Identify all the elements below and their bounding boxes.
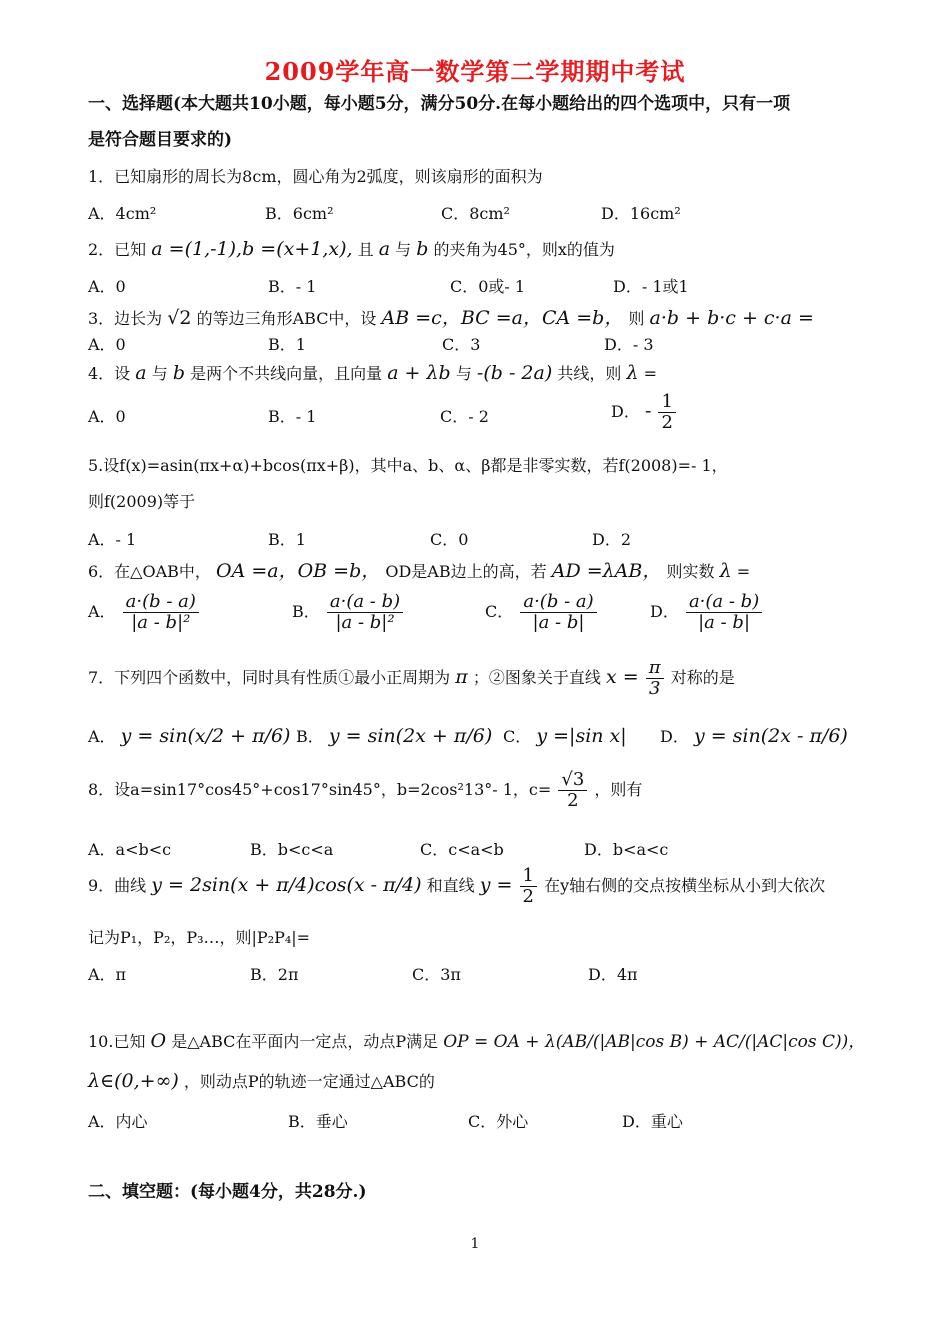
q9-option-b: B．2π — [250, 965, 299, 984]
q10-stem-cont — [88, 1070, 435, 1093]
q1-stem: 1．已知扇形的周长为8cm，圆心角为2弧度，则该扇形的面积为 — [88, 167, 543, 186]
q7-text: 对称的是 — [670, 667, 735, 687]
section1-header: 一、选择题(本大题共10小题，每小题5分，满分50分.在每小题给出的四个选项中，只有一项 — [88, 94, 791, 114]
fraction-numerator: a·(b - a) — [520, 592, 596, 613]
q5-option-b: B．1 — [268, 530, 306, 549]
q4-option-c: C．- 2 — [440, 407, 489, 426]
q9-line-eq: y = — [479, 873, 513, 896]
q2-text: 且 — [357, 240, 374, 259]
q2-vector-b: b — [416, 238, 429, 260]
q7-option-b — [296, 725, 492, 748]
q3-expression: a·b + b·c + c·a = — [649, 307, 814, 329]
q8-option-b: B．b<c<a — [250, 840, 334, 859]
q4-expr1: a + λb — [387, 362, 451, 384]
q8-option-c: C．c<a<b — [420, 840, 504, 859]
q9-option-c: C．3π — [412, 965, 461, 984]
fraction-denominator: 2 — [522, 885, 534, 907]
q4-vector-a: a — [135, 362, 147, 384]
q6-text: OD是AB边上的高，若 — [385, 562, 547, 581]
q4-text: 与 — [151, 364, 168, 383]
q8-text: ，则有 — [594, 779, 643, 799]
q3-text: 3．边长为 — [88, 309, 163, 328]
q2-stem — [88, 238, 615, 261]
q6-lambda: λ — [719, 560, 732, 582]
q7-text: ；②图象关于直线 — [472, 667, 601, 687]
q10-option-d: D．重心 — [622, 1112, 683, 1131]
q7-option-b-label: B． — [296, 727, 324, 746]
q10-text: 10.已知 — [88, 1032, 146, 1051]
q6-option-d-fraction — [686, 592, 762, 633]
q7-option-d-expr: y = sin(2x - π/6) — [693, 725, 848, 747]
q2-option-c: C．0或- 1 — [450, 277, 526, 296]
q5-option-c: C．0 — [430, 530, 469, 549]
q7-option-a-label: A． — [88, 727, 116, 746]
fraction-denominator: 2 — [567, 789, 579, 811]
q8-fraction — [558, 770, 587, 811]
q9-stem — [88, 866, 825, 907]
q6-relation: AD =λAB， — [551, 560, 662, 582]
q8-stem — [88, 770, 642, 811]
q2-option-d: D．- 1或1 — [613, 277, 689, 296]
q10-text: ，则动点P的轨迹一定通过△ABC的 — [183, 1072, 435, 1091]
q3-stem — [88, 307, 814, 330]
q2-option-b: B．- 1 — [268, 277, 317, 296]
fraction-denominator: 2 — [661, 411, 673, 433]
q2-option-a: A．0 — [88, 277, 126, 296]
q3-text: 则 — [628, 309, 645, 328]
q7-option-d-label: D． — [660, 727, 689, 746]
fraction-denominator: |a - b| — [532, 611, 585, 633]
q6-stem — [88, 560, 750, 583]
q1-option-d: D．16cm² — [601, 204, 681, 223]
q9-text: 9．曲线 — [88, 875, 147, 895]
page-number: 1 — [470, 1236, 480, 1252]
q4-text: 共线，则 — [557, 364, 622, 383]
q7-pi: π — [455, 665, 468, 688]
q10-equation: OP = OA + λ(AB/(|AB|cos B) + AC/(|AC|cos C))， — [443, 1032, 866, 1052]
fraction-numerator: 1 — [520, 866, 537, 887]
q3-option-d: D．- 3 — [604, 335, 654, 354]
q2-vectors: a =(1,-1),b =(x+1,x), — [151, 238, 353, 260]
q7-option-d — [660, 725, 848, 748]
q4-text: 与 — [455, 364, 472, 383]
q4-option-b: B．- 1 — [268, 407, 317, 426]
fraction-denominator: |a - b|² — [335, 611, 395, 633]
q4-text: = — [643, 364, 657, 383]
q7-text: 7．下列四个函数中，同时具有性质①最小正周期为 — [88, 667, 451, 687]
q9-fraction — [520, 866, 537, 907]
q3-sqrt2: √2 — [167, 307, 192, 329]
q5-stem: 5.设f(x)=asin(πx+α)+bcos(πx+β)，其中a、b、α、β都是非零实数，若f(2008)=- 1， — [88, 456, 728, 475]
q6-option-c — [485, 592, 599, 633]
q3-option-b: B．1 — [268, 335, 306, 354]
q10-lambda-range: λ∈(0,+∞) — [88, 1070, 179, 1092]
q6-option-a — [88, 592, 201, 633]
q10-option-a: A．内心 — [88, 1112, 148, 1131]
q6-option-c-label: C． — [485, 601, 514, 621]
q7-option-c — [503, 725, 627, 748]
q4-text: 是两个不共线向量，且向量 — [190, 364, 383, 383]
q5-option-d: D．2 — [592, 530, 632, 549]
q4-option-d-sign: - — [644, 399, 652, 422]
q9-option-d: D．4π — [588, 965, 638, 984]
q2-text: 与 — [395, 240, 412, 259]
exam-title: 2009学年高一数学第二学期期中考试 — [264, 57, 686, 86]
q10-option-b: B．垂心 — [288, 1112, 348, 1131]
q4-vector-b: b — [172, 362, 185, 384]
q6-option-d — [650, 592, 764, 633]
q3-option-c: C．3 — [442, 335, 481, 354]
q7-line-eq: x = — [605, 665, 639, 688]
q6-text: 则实数 — [666, 562, 715, 581]
q10-option-c: C．外心 — [468, 1112, 529, 1131]
q10-point-o: O — [150, 1030, 167, 1052]
q7-stem — [88, 658, 735, 699]
fraction-numerator: π — [646, 658, 664, 679]
q1-option-b: B．6cm² — [265, 204, 334, 223]
q3-option-a: A．0 — [88, 335, 126, 354]
q4-option-d-label: D． — [611, 401, 640, 421]
q4-option-a: A．0 — [88, 407, 126, 426]
q6-vectors: OA =a，OB =b， — [216, 560, 381, 582]
q2-vector-a: a — [378, 238, 391, 260]
q5-stem-cont: 则f(2009)等于 — [88, 492, 196, 511]
q7-option-b-expr: y = sin(2x + π/6) — [328, 725, 493, 747]
q10-stem — [88, 1030, 865, 1053]
q7-option-a-expr: y = sin(x/2 + π/6) — [120, 725, 291, 747]
fraction-numerator: a·(a - b) — [686, 592, 762, 613]
q6-option-b — [292, 592, 405, 633]
q6-option-c-fraction — [520, 592, 596, 633]
fraction-numerator: √3 — [558, 770, 587, 791]
q3-vectors: AB =c，BC =a，CA =b， — [381, 307, 624, 329]
q4-option-d — [611, 392, 678, 433]
q6-option-d-label: D． — [650, 601, 679, 621]
q2-text: 的夹角为45°，则x的值为 — [433, 240, 615, 259]
fraction-denominator: |a - b|² — [131, 611, 191, 633]
q6-option-b-label: B． — [292, 601, 320, 621]
q1-option-a: A．4cm² — [88, 204, 157, 223]
fraction-numerator: 1 — [658, 392, 675, 413]
q8-text: 8．设a=sin17°cos45°+cos17°sin45°，b=2cos²13°- 1，c= — [88, 779, 552, 799]
q9-text: 和直线 — [426, 875, 475, 895]
q9-stem-cont: 记为P₁，P₂，P₃…，则|P₂P₄|= — [88, 928, 311, 947]
q10-text: 是△ABC在平面内一定点，动点P满足 — [171, 1032, 439, 1051]
q4-text: 4．设 — [88, 364, 131, 383]
q5-option-a: A．- 1 — [88, 530, 137, 549]
q9-text: 在y轴右侧的交点按横坐标从小到大依次 — [544, 875, 826, 895]
q7-option-c-label: C． — [503, 727, 532, 746]
q6-text: 6．在△OAB中， — [88, 562, 211, 581]
q7-option-c-expr: y =|sin x| — [536, 725, 627, 747]
q8-option-d: D．b<a<c — [584, 840, 669, 859]
q6-option-a-label: A． — [88, 601, 116, 621]
q8-option-a: A．a<b<c — [88, 840, 172, 859]
q7-fraction — [646, 658, 664, 699]
q9-option-a: A．π — [88, 965, 127, 984]
q2-text: 2．已知 — [88, 240, 147, 259]
q1-option-c: C．8cm² — [441, 204, 510, 223]
q6-option-b-fraction — [327, 592, 403, 633]
q4-stem — [88, 362, 657, 385]
q7-option-a — [88, 725, 290, 748]
q6-text: = — [736, 562, 751, 581]
q4-lambda: λ — [626, 362, 639, 384]
q4-option-d-fraction — [658, 392, 675, 433]
section1-header-cont: 是符合题目要求的) — [88, 130, 233, 150]
fraction-denominator: 3 — [648, 677, 661, 699]
fraction-numerator: a·(a - b) — [327, 592, 403, 613]
q3-text: 的等边三角形ABC中，设 — [196, 309, 377, 328]
section2-header: 二、填空题：(每小题4分，共28分.) — [88, 1182, 367, 1202]
q9-curve: y = 2sin(x + π/4)cos(x - π/4) — [151, 873, 422, 896]
q4-expr2: -(b - 2a) — [476, 362, 553, 384]
fraction-denominator: |a - b| — [698, 611, 751, 633]
q6-option-a-fraction — [123, 592, 199, 633]
fraction-numerator: a·(b - a) — [123, 592, 199, 613]
